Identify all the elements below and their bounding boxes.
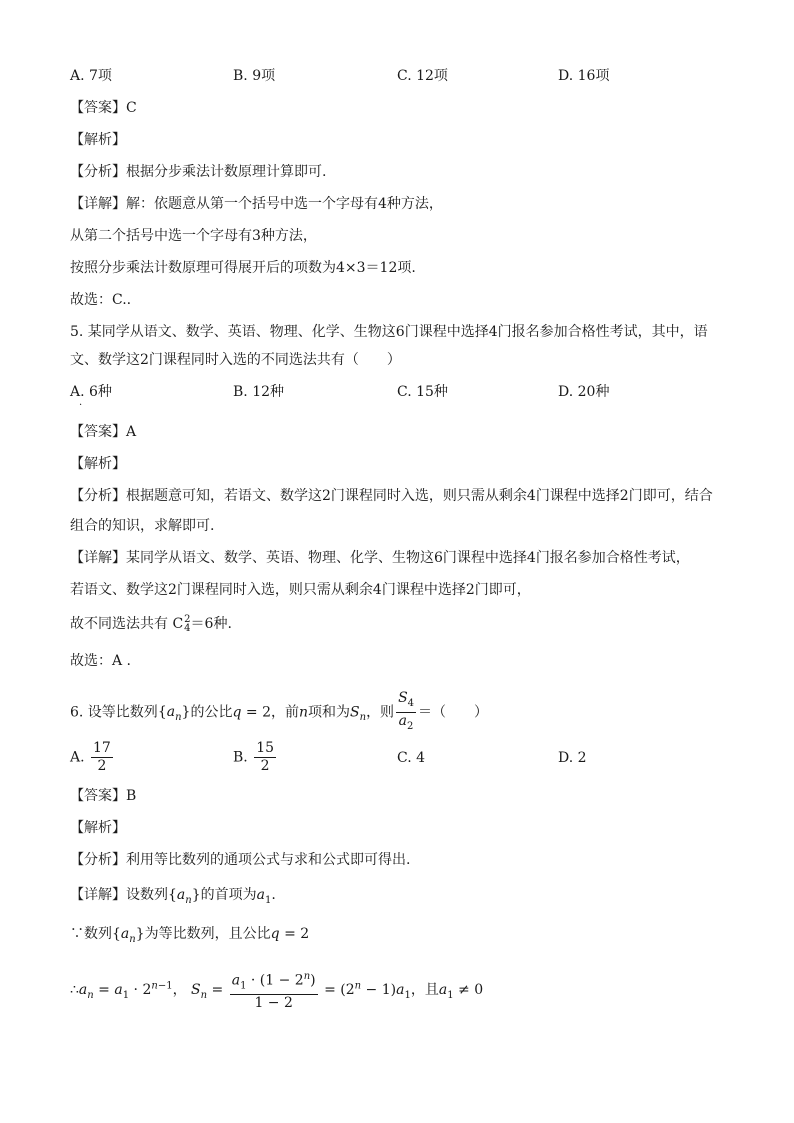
q6-detail-1-tail: 的首项为 xyxy=(200,887,257,903)
q4-answer: 【答案】C xyxy=(70,100,137,116)
q6-stem-mid4: ，则 xyxy=(366,704,395,721)
q6-detail-3: $\therefore a_n = a_1 \cdot 2^{n-1}$， $S_n$ = $\frac{a_1 \cdot (1 - 2^n)}{1 - 2}$ = $(2^n - 1)a_1$，且$a_1 \ne 0$ xyxy=(70,968,483,1013)
q6-option-b-num: 15 xyxy=(256,740,275,756)
q5-detail-3 xyxy=(70,615,232,633)
q4-conclusion: 故选：C.. xyxy=(70,292,132,308)
q4-option-c: C. 12项 xyxy=(397,68,448,84)
q6-option-a xyxy=(70,740,115,775)
stray-dot: . xyxy=(79,397,83,408)
q6-answer: 【答案】B xyxy=(70,788,137,804)
q6-analysis-heading: 【解析】 xyxy=(70,820,126,836)
q5-option-b: B. 12种 xyxy=(233,384,285,400)
q6-stem: 6. 设等比数列$\{a_n\}$的公比q = 2，前n项和为$S_n$，则 $\frac{S_4}{a_2}$ ＝（ ） xyxy=(70,690,488,735)
q6-option-b xyxy=(233,740,278,775)
q5-option-d: D. 20种 xyxy=(558,384,610,400)
q6-option-a-den: 2 xyxy=(97,758,107,774)
q6-detail-1-text: 【详解】设数列 xyxy=(70,887,168,903)
q5-answer: 【答案】A xyxy=(70,424,137,440)
q4-detail-2: 从第二个括号中选一个字母有3种方法， xyxy=(70,228,317,244)
q5-detail-3-tail: ＝6种. xyxy=(190,616,232,632)
q6-therefore: ∴ xyxy=(70,982,79,999)
q6-option-a-fraction xyxy=(91,740,113,775)
q6-sum-fraction: $\frac{a_1 \cdot (1 - 2^n)}{1 - 2}$ xyxy=(230,968,318,1012)
q6-option-c: C. 4 xyxy=(397,750,426,766)
q6-stem-mid1: 的公比 xyxy=(190,704,233,721)
q6-because-text: ∵数列 xyxy=(70,926,112,942)
combination-formula: C 2 4 xyxy=(172,614,191,634)
q4-detail-3 xyxy=(70,259,416,277)
q5-option-a: A. 6种 xyxy=(70,384,112,400)
q5-option-c: C. 15种 xyxy=(397,384,448,400)
q6-detail-2: ∵数列$\{a_n\}$为等比数列，且公比q = 2 xyxy=(70,926,310,945)
q5-detail-2: 若语文、数学这2门课程同时入选，则只需从剩余4门课程中选择2门即可， xyxy=(70,582,531,598)
q5-stem-line-2: 文、数学这2门课程同时入选的不同选法共有（ ） xyxy=(70,352,401,368)
q6-because-mid: 为等比数列，且公比 xyxy=(144,926,271,942)
q6-option-d: D. 2 xyxy=(558,750,587,766)
q6-option-b-fraction xyxy=(254,740,276,775)
q4-fenxi: 【分析】根据分步乘法计数原理计算即可. xyxy=(70,164,327,180)
q6-stem-tail: ＝（ ） xyxy=(418,704,489,721)
q6-option-a-num: 17 xyxy=(93,740,111,756)
q6-stem-mid2: ，前 xyxy=(270,704,299,721)
q4-option-a: A. 7项 xyxy=(70,68,112,84)
q5-detail-3-text: 故不同选法共有 xyxy=(70,616,168,632)
q6-qie: ，且 xyxy=(410,982,439,999)
q6-fraction-s4-a2: $\frac{S_4}{a_2}$ xyxy=(398,690,415,732)
q5-fenxi-1: 【分析】根据题意可知，若语文、数学这2门课程同时入选，则只需从剩余4门课程中选择2门即可，结合 xyxy=(70,488,713,504)
q5-fenxi-2: 组合的知识，求解即可. xyxy=(70,518,215,534)
q6-fenxi: 【分析】利用等比数列的通项公式与求和公式即可得出. xyxy=(70,852,411,868)
q5-stem-line-1: 5. 某同学从语文、数学、英语、物理、化学、生物这6门课程中选择4门报名参加合格性考试，其中，语 xyxy=(70,324,708,340)
q4-detail-3-text: 按照分步乘法计数原理可得展开后的项数为 xyxy=(70,260,336,276)
q6-stem-mid3: 项和为 xyxy=(308,704,351,721)
q6-option-b-prefix: B. xyxy=(233,749,248,766)
q6-seq-an: $\{a_n\}$ xyxy=(157,704,191,724)
q4-detail-3-formula: 4×3＝12项. xyxy=(336,260,416,276)
q5-detail-1: 【详解】某同学从语文、数学、英语、物理、化学、生物这6门课程中选择4门报名参加合格性考试， xyxy=(70,550,690,566)
q5-conclusion: 故选：A . xyxy=(70,653,132,669)
q6-detail-1: 【详解】设数列$\{a_n\}$的首项为$a_1$. xyxy=(70,887,276,906)
q6-option-a-prefix: A. xyxy=(70,749,85,766)
q4-option-b: B. 9项 xyxy=(233,68,276,84)
q6-stem-prefix: 6. 设等比数列 xyxy=(70,704,158,721)
q5-analysis-heading: 【解析】 xyxy=(70,456,126,472)
q4-detail-1: 【详解】解：依题意从第一个括号中选一个字母有4种方法， xyxy=(70,196,443,212)
q6-option-b-den: 2 xyxy=(260,758,270,774)
q4-option-d: D. 16项 xyxy=(558,68,610,84)
q4-analysis-heading: 【解析】 xyxy=(70,132,126,148)
